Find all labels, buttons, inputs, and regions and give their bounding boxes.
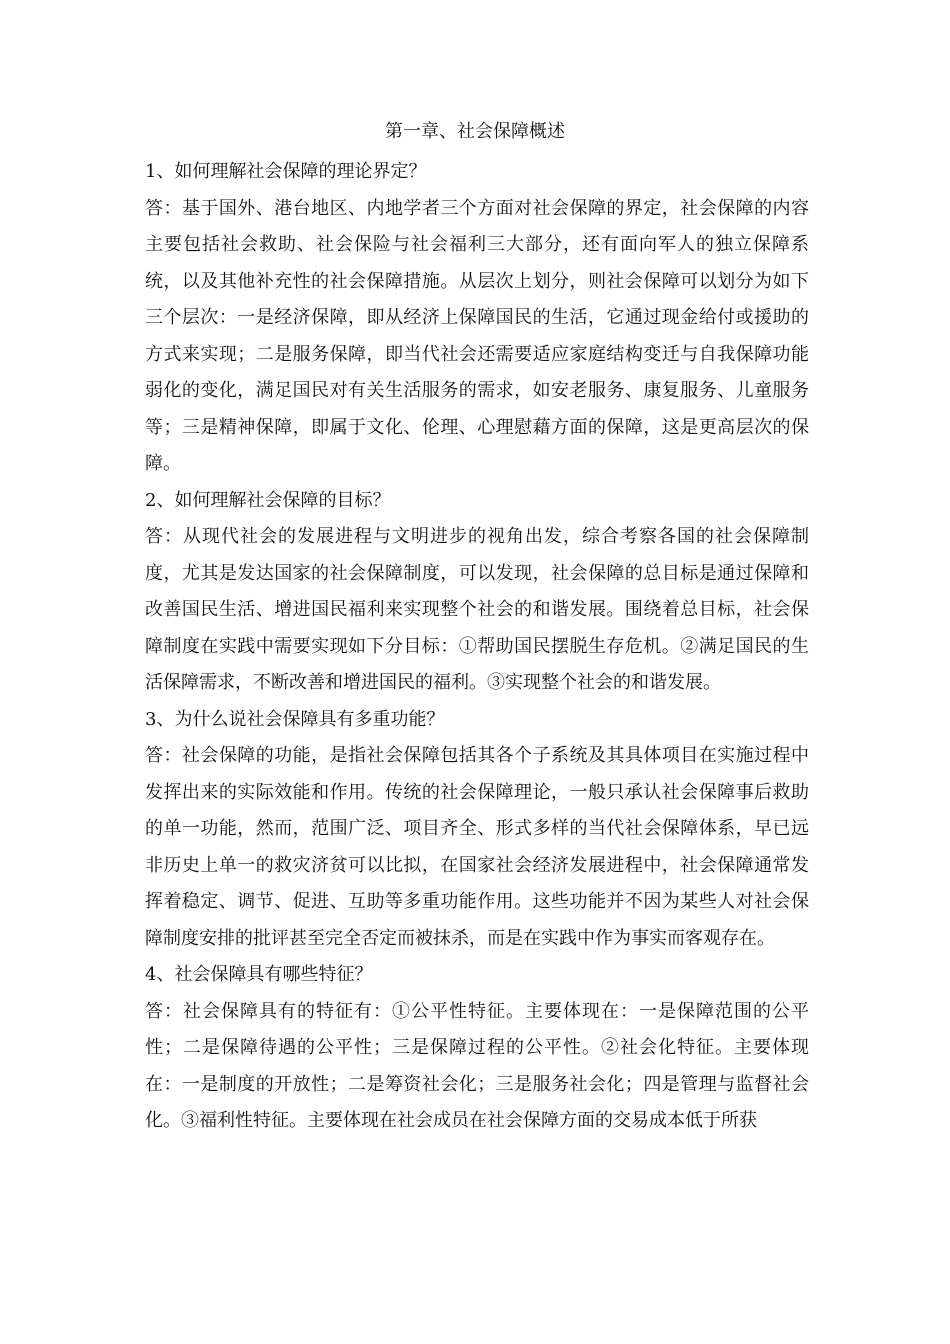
answer-4: 答：社会保障具有的特征有：①公平性特征。主要体现在：一是保障范围的公平性；二是保障待遇的公平性；三是保障过程的公平性。②社会化特征。主要体现在：一是制度的开放性；二是筹资社会化；三是服务社会化；四是管理与监督社会化。③福利性特征。主要体现在社会成员在社会保障方面的交易成本低于所获	[145, 1000, 809, 1131]
document-body	[145, 154, 809, 1140]
answer-1: 答：基于国外、港台地区、内地学者三个方面对社会保障的界定，社会保障的内容主要包括社会救助、社会保险与社会福利三大部分，还有面向军人的独立保障系统，以及其他补充性的社会保障措施。从层次上划分，则社会保障可以划分为如下三个层次：一是经济保障，即从经济上保障国民的生活，它通过现金给付或援助的方式来实现；二是服务保障，即当代社会还需要适应家庭结构变迁与自我保障功能弱化的变化，满足国民对有关生活服务的需求，如安老服务、康复服务、儿童服务等；三是精神保障，即属于文化、伦理、心理慰藉方面的保障，这是更高层次的保障。	[145, 197, 809, 474]
question-3: 3、为什么说社会保障具有多重功能？	[145, 708, 445, 730]
answer-2: 答：从现代社会的发展进程与文明进步的视角出发，综合考察各国的社会保障制度，尤其是发达国家的社会保障制度，可以发现，社会保障的总目标是通过保障和改善国民生活、增进国民福利来实现整个社会的和谐发展。围绕着总目标，社会保障制度在实践中需要实现如下分目标：①帮助国民摆脱生存危机。②满足国民的生活保障需求，不断改善和增进国民的福利。③实现整个社会的和谐发展。	[145, 526, 809, 693]
question-1: 1、如何理解社会保障的理论界定？	[145, 161, 427, 182]
chapter-title: 第一章、社会保障概述	[385, 121, 565, 142]
question-4: 4、社会保障具有哪些特征？	[145, 964, 373, 985]
answer-3: 答：社会保障的功能，是指社会保障包括其各个子系统及其具体项目在实施过程中发挥出来的实际效能和作用。传统的社会保障理论，一般只承认社会保障事后救助的单一功能，然而，范围广泛、项目齐全、形式多样的当代社会保障体系，早已远非历史上单一的救灾济贫可以比拟，在国家社会经济发展进程中，社会保障通常发挥着稳定、调节、促进、互助等多重功能作用。这些功能并不因为某些人对社会保障制度安排的批评甚至完全否定而被抹杀，而是在实践中作为事实而客观存在。	[145, 745, 809, 949]
question-2: 2、如何理解社会保障的目标？	[145, 489, 391, 511]
